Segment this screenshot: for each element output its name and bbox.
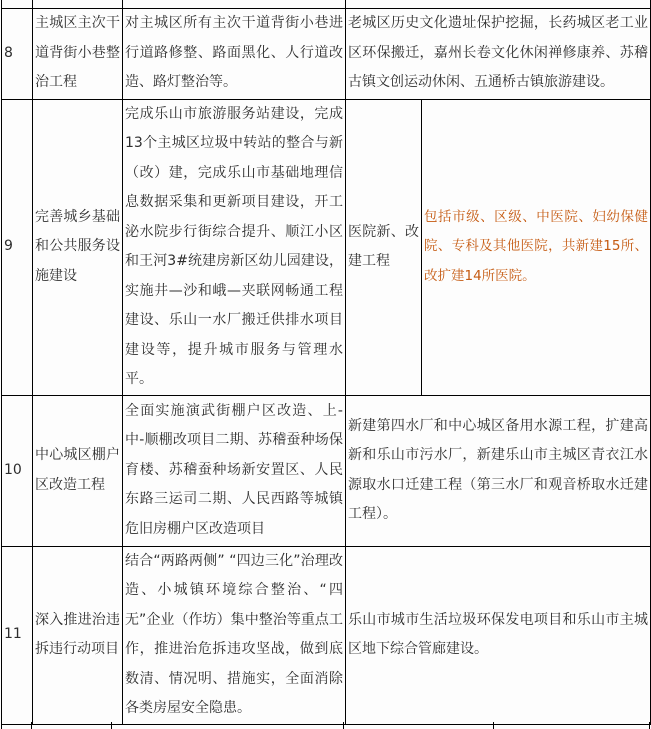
project-name-cell: 中心城区棚户区改造工程 (33, 395, 123, 546)
row-number-cell: 10 (2, 395, 33, 546)
description-cell: 全面实施演武街棚户区改造、上-中-顺棚改项目二期、苏稽蚕种场保育楼、苏稽蚕种场新安置区、人民东路三运司二期、人民西路等城镇危旧房棚户区改造项目 (123, 395, 346, 546)
description-cell: 完成乐山市旅游服务站建设，完成13个主城区垃圾中转站的整合与新（改）建，完成乐山市基础地理信息数据采集和更新项目建设，开工泌水院步行街综合提升、顺江小区和王河3#统建房新区幼儿园建设，实施井—沙和峨—夹联网畅通工程建设、乐山一水厂搬迁供排水项目建设等，提升城市服务与管理水平。 (123, 99, 346, 395)
row-number-cell: 9 (2, 99, 33, 395)
partial-row-bottom (1, 722, 650, 729)
detail-cell: 新建第四水厂和中心城区备用水源工程，扩建高新和乐山市污水厂，新建乐山市主城区青衣江水源取水口迁建工程（第三水厂和观音桥取水迁建工程）。 (346, 395, 651, 546)
row-number-cell: 11 (2, 546, 33, 724)
empty-cell (494, 722, 650, 729)
table-row-8 (2, 8, 651, 99)
empty-cell (112, 722, 344, 729)
sub-project-cell: 医院新、改建工程 (346, 99, 422, 395)
table-row-11 (2, 546, 651, 724)
partial-row-top (2, 0, 651, 8)
detail-cell: 老城区历史文化遗址保护挖掘，长药城区老工业区环保搬迁，嘉州长卷文化休闲禅修康养、苏稽古镇文创运动休闲、五通桥古镇旅游建设。 (346, 8, 651, 99)
detail-cell: 乐山市城市生活垃圾环保发电项目和乐山市主城区地下综合管廊建设。 (346, 546, 651, 724)
row-number-cell: 8 (2, 8, 33, 99)
project-name-cell: 主城区主次干道背街小巷整治工程 (33, 8, 123, 99)
empty-cell (32, 722, 112, 729)
project-name-cell: 深入推进治违拆违行动项目 (33, 546, 123, 724)
project-name-cell: 完善城乡基础和公共服务设施建设 (33, 99, 123, 395)
empty-cell (33, 0, 123, 8)
empty-cell (344, 722, 494, 729)
description-cell: 结合“两路两侧” “四边三化”治理改造、小城镇环境综合整治、“四无”企业（作坊）集中整治等重点工作，推进治危拆违攻坚战，做到底数清、情况明、措施实，全面消除各类房屋安全隐患。 (123, 546, 346, 724)
empty-cell (2, 0, 33, 8)
table-row-10 (2, 395, 651, 546)
key-projects-table (1, 0, 651, 725)
sub-detail-cell: 包括市级、区级、中医院、妇幼保健院、专科及其他医院，共新建15所、改扩建14所医院。 (422, 99, 651, 395)
empty-cell (1, 722, 32, 729)
description-cell: 对主城区所有主次干道背街小巷进行道路修整、路面黑化、人行道改造、路灯整治等。 (123, 8, 346, 99)
empty-cell (346, 0, 651, 8)
table-row-9 (2, 99, 651, 395)
empty-cell (123, 0, 346, 8)
